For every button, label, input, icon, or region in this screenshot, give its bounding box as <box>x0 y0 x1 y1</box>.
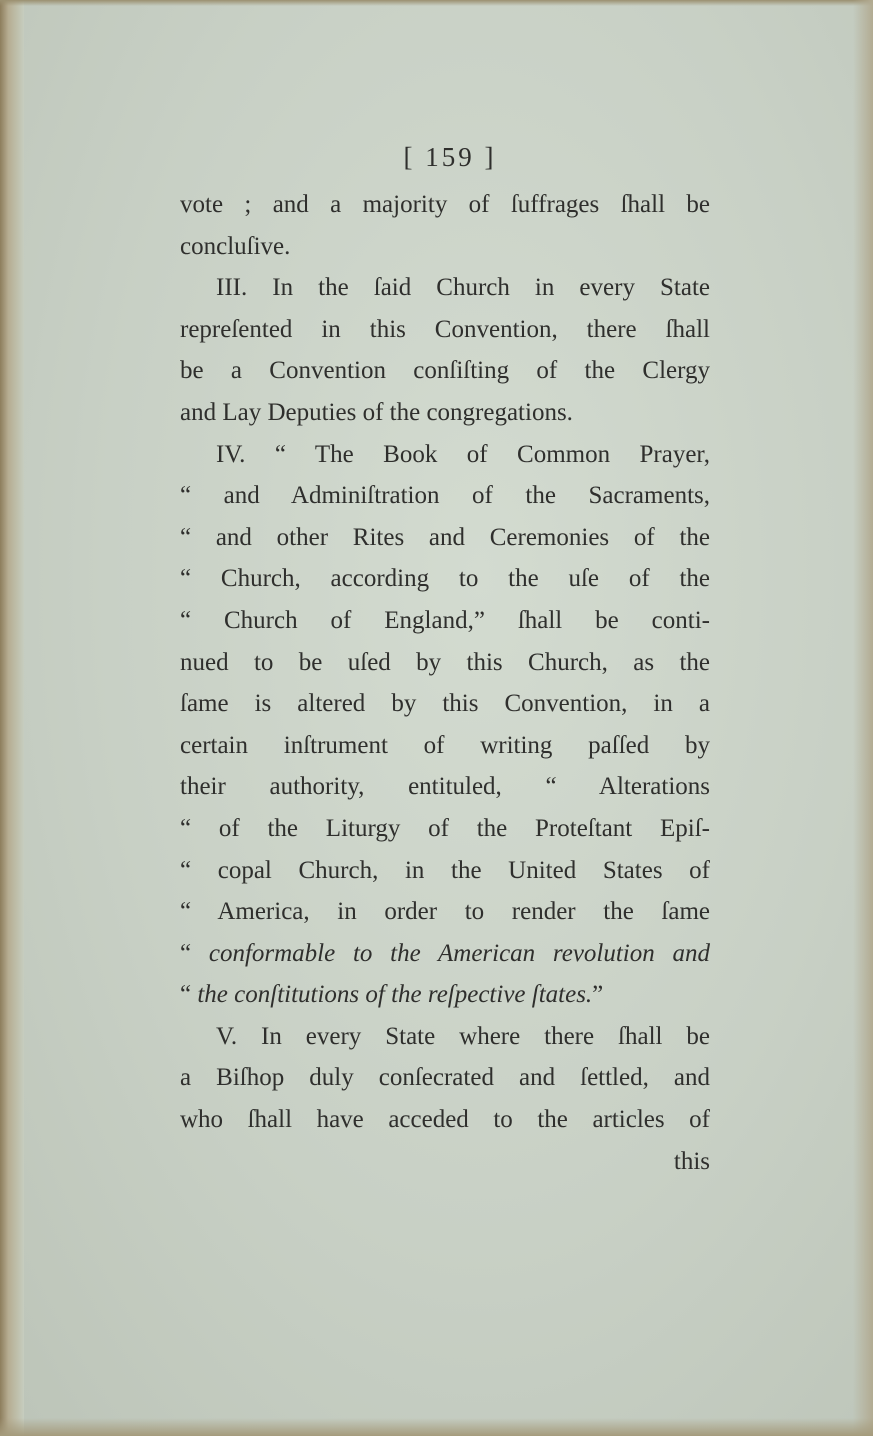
text-line: repreſented in this Convention, there ſhall <box>180 315 710 343</box>
text-line: “ and other Rites and Ceremonies of the <box>180 523 710 551</box>
text-line: who ſhall have acceded to the articles of <box>180 1106 710 1134</box>
page-text-block <box>180 140 710 1182</box>
text-line: “ America, in order to render the ſame <box>180 898 710 926</box>
closing-quote: ” <box>592 981 604 1009</box>
text-line: certain inſtrument of writing paſſed by <box>180 731 710 759</box>
italic-text: the conſtitutions of the reſpective ſtates. <box>197 981 593 1009</box>
page-gutter-shadow <box>0 0 24 1436</box>
text-line: ſame is altered by this Convention, in a <box>180 690 710 718</box>
text-line: “ Church of England,” ſhall be conti- <box>180 606 710 634</box>
text-line: vote ; and a majority of ſuffrages ſhall be <box>180 191 710 218</box>
catchword: this <box>673 1147 710 1175</box>
page-top-edge <box>0 0 873 6</box>
text-line: IV. “ The Book of Common Prayer, <box>216 440 710 468</box>
text-line: “ Church, according to the uſe of the <box>180 565 710 593</box>
text-line: concluſive. <box>180 232 291 260</box>
text-line: be a Convention conſiſting of the Clergy <box>180 357 710 385</box>
opening-quote: “ <box>180 939 192 967</box>
text-line: and Lay Deputies of the congregations. <box>180 398 573 426</box>
text-line: “ of the Liturgy of the Proteſtant Epiſ- <box>180 814 710 842</box>
text-line-italic <box>180 933 710 975</box>
opening-quote: “ <box>180 981 192 1009</box>
text-line: their authority, entituled, “ Alterations <box>180 773 710 801</box>
page-bottom-edge <box>0 1418 873 1436</box>
text-line: III. In the ſaid Church in every State <box>216 274 710 302</box>
italic-text: conformable to the American revolution and <box>208 939 710 967</box>
text-line: “ copal Church, in the United States of <box>180 856 710 884</box>
page-right-edge <box>853 0 873 1436</box>
text-line-italic <box>180 974 710 1016</box>
running-head-page-number: [ 159 ] <box>403 142 497 172</box>
text-line: nued to be uſed by this Church, as the <box>180 648 710 676</box>
text-line: V. In every State where there ſhall be <box>216 1022 710 1050</box>
text-line: a Biſhop duly conſecrated and ſettled, and <box>180 1064 710 1092</box>
text-line: “ and Adminiſtration of the Sacraments, <box>180 482 710 510</box>
